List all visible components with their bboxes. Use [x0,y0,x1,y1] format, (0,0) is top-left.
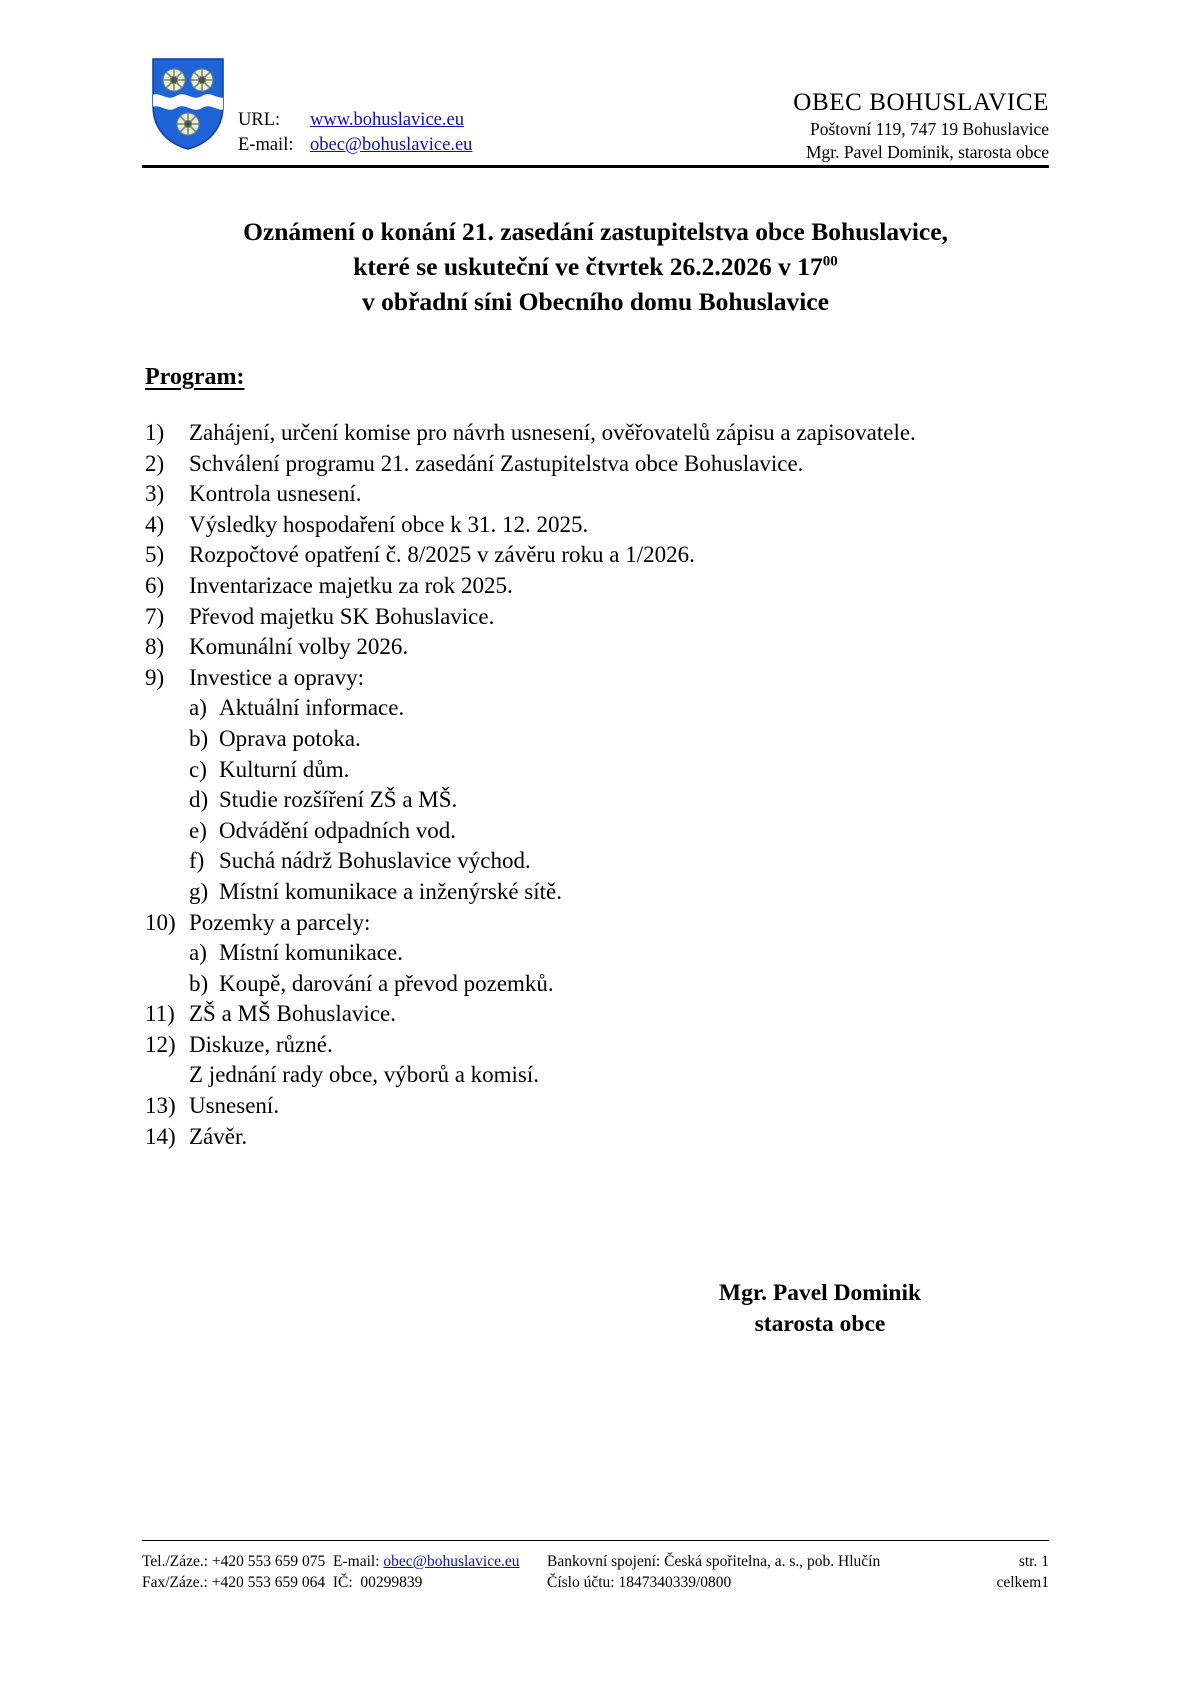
email-link[interactable]: obec@bohuslavice.eu [310,135,473,155]
program-item-text: Komunální volby 2026. [189,634,409,660]
footer-bank: Bankovní spojení: Česká spořitelna, a. s., pob. Hlučín [547,1553,881,1570]
program-subitem-text: Oprava potoka. [219,725,361,751]
program-list [145,418,1005,1152]
program-subitem-marker: f) [189,848,205,874]
program-subitem-marker: a) [189,695,207,721]
program-item [145,999,1005,1030]
program-item-number: 2) [145,450,165,476]
footer-row-2 [142,1572,1049,1593]
title-time-superscript: 00 [822,253,838,270]
title-line-2-text: které se uskuteční ve čtvrtek 26.2.2026 v 17 [353,252,823,281]
header-org-block [793,88,1049,164]
program-item-text: Inventarizace majetku za rok 2025. [189,572,513,598]
program-item-text: Zahájení, určení komise pro návrh usnesení, ověřovatelů zápisu a zapisovatele. [189,420,916,445]
program-subitem-marker: d) [189,787,209,813]
program-item-number: 3) [145,481,165,507]
program-item-number: 12) [145,1031,176,1057]
program-item-text: Diskuze, různé. [189,1031,333,1057]
organization-address: Poštovní 119, 747 19 Bohuslavice [809,119,1049,139]
program-item-number: 4) [145,511,165,537]
footer-email-link[interactable]: obec@bohuslavice.eu [383,1553,520,1570]
program-item-number: 5) [145,542,165,568]
program-item [145,1091,1005,1122]
program-subitem-text: Suchá nádrž Bohuslavice východ. [219,848,531,874]
program-subitem-text: Odvádění odpadních vod. [219,817,456,843]
header-url-row [238,108,472,133]
page-title [142,214,1049,319]
program-subitem [145,755,1005,786]
footer-row-1 [142,1551,1049,1572]
program-item [145,540,1005,571]
program-subitem [145,938,1005,969]
document-footer [142,1551,1049,1593]
program-item [145,908,1005,939]
program-item-number: 8) [145,634,165,660]
program-note [145,1060,1005,1091]
url-label: URL: [238,110,281,130]
footer-fax [142,1572,422,1593]
organization-name: OBEC BOHUSLAVICE [793,89,1049,116]
program-subitem-text: Místní komunikace. [219,940,403,966]
program-item [145,510,1005,541]
program-item-number: 9) [145,664,165,690]
program-item-number: 11) [145,1001,175,1027]
coat-of-arms-icon [150,56,226,152]
program-subitem-marker: a) [189,940,207,966]
program-item-number: 10) [145,909,176,935]
program-item [145,602,1005,633]
document-header [142,52,1049,162]
organization-mayor: Mgr. Pavel Dominik, starosta obce [805,142,1049,162]
program-item-text: Schválení programu 21. zasedání Zastupitelstva obce Bohuslavice. [189,450,804,476]
program-subitem-marker: e) [189,817,207,843]
title-line-1: Oznámení o konání 21. zasedání zastupitelstva obce Bohuslavice, [243,217,948,246]
program-item-number: 6) [145,572,165,598]
program-subitem [145,877,1005,908]
program-item-number: 1) [145,420,165,445]
program-item-number: 14) [145,1123,176,1149]
program-item-text: Pozemky a parcely: [189,909,371,935]
program-item [145,1122,1005,1153]
footer-ico-value: 00299839 [360,1574,423,1591]
program-subitem-text: Koupě, darování a převod pozemků. [219,970,554,996]
header-contact-block [238,108,472,158]
program-item-text: Kontrola usnesení. [189,481,362,507]
program-subitem-marker: b) [189,725,209,751]
program-item-text: Investice a opravy: [189,664,364,690]
program-item-text: Výsledky hospodaření obce k 31. 12. 2025. [189,511,589,537]
program-subitem-marker: c) [189,756,207,782]
program-item [145,632,1005,663]
program-subitem [145,846,1005,877]
footer-divider [142,1540,1049,1541]
footer-account: Číslo účtu: 1847340339/0800 [547,1574,732,1591]
program-item [145,449,1005,480]
program-subitem [145,693,1005,724]
program-subitem [145,724,1005,755]
program-item-text: Rozpočtové opatření č. 8/2025 v závěru roku a 1/2026. [189,542,695,568]
program-note-text: Z jednání rady obce, výborů a komisí. [189,1062,540,1088]
header-email-row [238,133,472,158]
header-divider [142,165,1049,168]
program-item-number: 7) [145,603,165,629]
program-item-text: Převod majetku SK Bohuslavice. [189,603,495,629]
program-item [145,663,1005,694]
program-subitem-text: Kulturní dům. [219,756,350,782]
program-subitem-marker: g) [189,878,209,904]
program-heading: Program: [145,364,245,390]
footer-ico-label: IČ: [332,1574,353,1591]
program-item [145,479,1005,510]
email-label: E-mail: [238,135,294,155]
program-item [145,418,1005,449]
footer-page-total: celkem1 [996,1574,1049,1591]
footer-telephone [142,1551,520,1572]
program-item-text: ZŠ a MŠ Bohuslavice. [189,1001,396,1027]
program-subitem-marker: b) [189,970,209,996]
program-subitem-text: Místní komunikace a inženýrské sítě. [219,878,563,904]
program-subitem [145,785,1005,816]
footer-page-number: str. 1 [1018,1553,1049,1570]
title-line-3: v obřadní síni Obecního domu Bohuslavice [362,287,829,316]
program-subitem [145,816,1005,847]
website-link[interactable]: www.bohuslavice.eu [310,110,464,130]
program-item-text: Usnesení. [189,1093,280,1119]
program-subitem [145,969,1005,1000]
program-item [145,571,1005,602]
program-item-text: Závěr. [189,1123,248,1149]
signature-role: starosta obce [754,1311,886,1337]
signature-block [640,1278,1000,1340]
program-subitem-text: Studie rozšíření ZŠ a MŠ. [219,787,458,813]
signature-name: Mgr. Pavel Dominik [718,1280,922,1306]
program-item [145,1030,1005,1061]
program-subitem-text: Aktuální informace. [219,695,405,721]
footer-fax-text: Fax/Záze.: +420 553 659 064 [142,1574,326,1591]
footer-tel-text: Tel./Záze.: +420 553 659 075 [142,1553,326,1570]
program-item-number: 13) [145,1093,176,1119]
footer-email-label: E-mail: [333,1553,380,1570]
title-line-2 [142,249,1049,284]
